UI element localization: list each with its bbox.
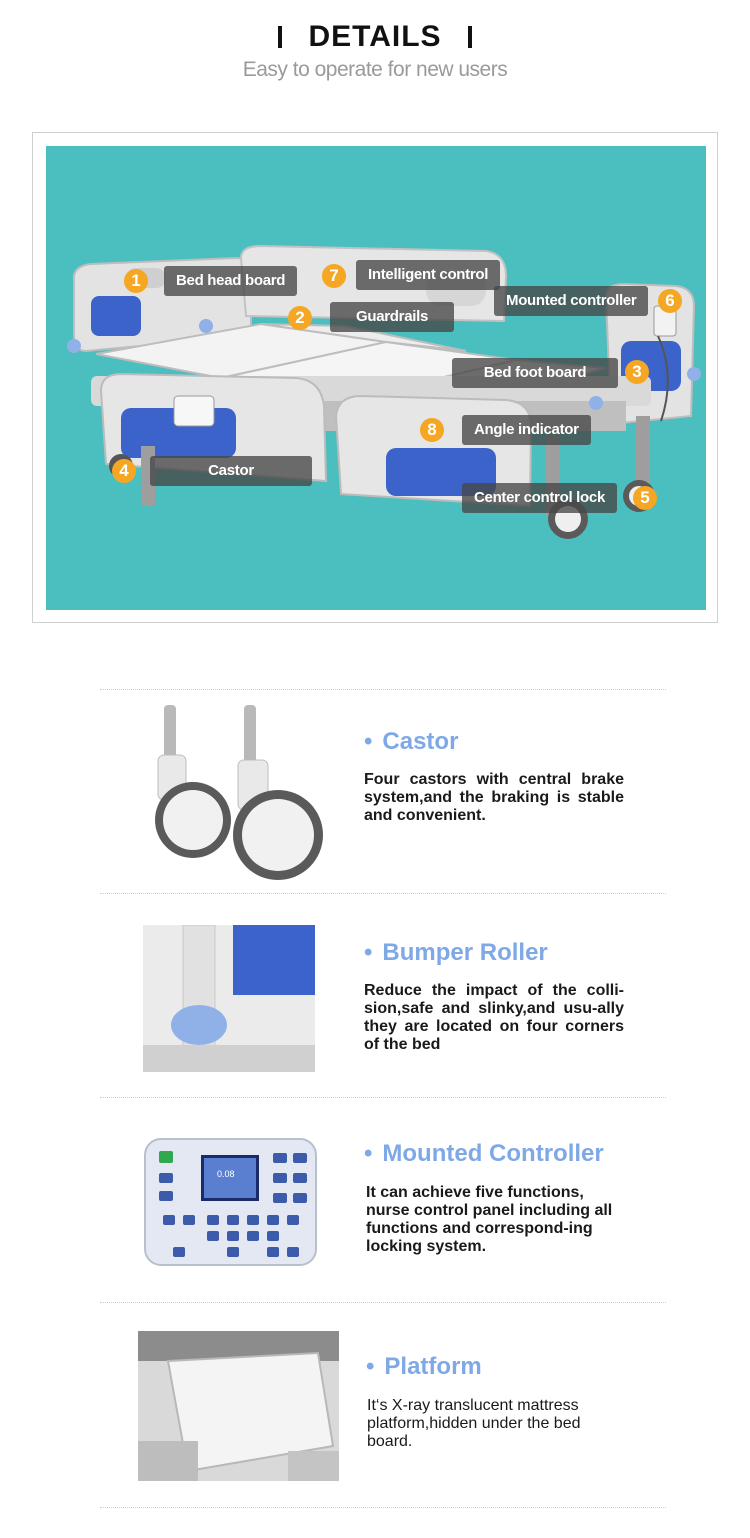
platform-image (138, 1331, 339, 1481)
callout-number-1: 1 (124, 269, 148, 293)
feature-title-castor (364, 728, 458, 756)
bullet-icon: • (364, 939, 373, 966)
castor-image (150, 700, 330, 885)
feature-title-mounted-controller (364, 1140, 604, 1168)
callout-number-3: 3 (625, 360, 649, 384)
feature-title-bumper-roller (364, 939, 548, 967)
feature-title-text: Platform (384, 1353, 482, 1380)
title-row (0, 20, 750, 54)
callout-center-control-lock: Center control lock (462, 483, 617, 513)
divider (100, 1302, 666, 1303)
mounted-controller-image (143, 1137, 318, 1267)
callout-guardrails: Guardrails (330, 302, 454, 332)
feature-title-text: Bumper Roller (382, 939, 548, 966)
callout-angle-indicator: Angle indicator (462, 415, 591, 445)
bullet-icon: • (364, 728, 373, 755)
controller-screen-value: 0.08 (217, 1169, 235, 1179)
feature-desc-bumper-roller: Reduce the impact of the colli-sion,safe and slinky,and usu-ally they are located on four corners of the bed (364, 982, 624, 1053)
feature-title-platform (366, 1353, 482, 1381)
callout-number-7: 7 (322, 264, 346, 288)
callout-mounted-controller: Mounted controller (494, 286, 648, 316)
callout-castor: Castor (150, 456, 312, 486)
divider (100, 1097, 666, 1098)
callout-number-4: 4 (112, 459, 136, 483)
bullet-icon: • (364, 1140, 373, 1167)
divider (100, 893, 666, 894)
feature-desc-mounted-controller: It can achieve five functions, nurse control panel including all functions and correspond-ing locking system. (366, 1184, 613, 1255)
divider (100, 689, 666, 690)
feature-desc-platform: It‘s X-ray translucent mattress platform,hidden under the bed board. (367, 1397, 581, 1450)
feature-title-text: Castor (382, 728, 459, 755)
callout-bed-foot-board: Bed foot board (452, 358, 618, 388)
page-title: DETAILS (308, 20, 442, 53)
hospital-bed-image (46, 146, 706, 610)
callout-intelligent-control: Intelligent control (356, 260, 500, 290)
callout-number-5: 5 (633, 486, 657, 510)
page-subtitle: Easy to operate for new users (242, 58, 508, 81)
feature-title-text: Mounted Controller (382, 1140, 604, 1167)
divider (100, 1507, 666, 1508)
details-header (0, 0, 750, 100)
bumper-roller-image (143, 925, 315, 1072)
callout-bed-head-board: Bed head board (164, 266, 297, 296)
bullet-icon: • (366, 1353, 375, 1380)
callout-number-6: 6 (658, 289, 682, 313)
title-bar-left (278, 26, 282, 48)
title-bar-right (468, 26, 472, 48)
callout-number-2: 2 (288, 306, 312, 330)
callout-number-8: 8 (420, 418, 444, 442)
feature-desc-castor: Four castors with central brake system,and the braking is stable and convenient. (364, 771, 624, 824)
